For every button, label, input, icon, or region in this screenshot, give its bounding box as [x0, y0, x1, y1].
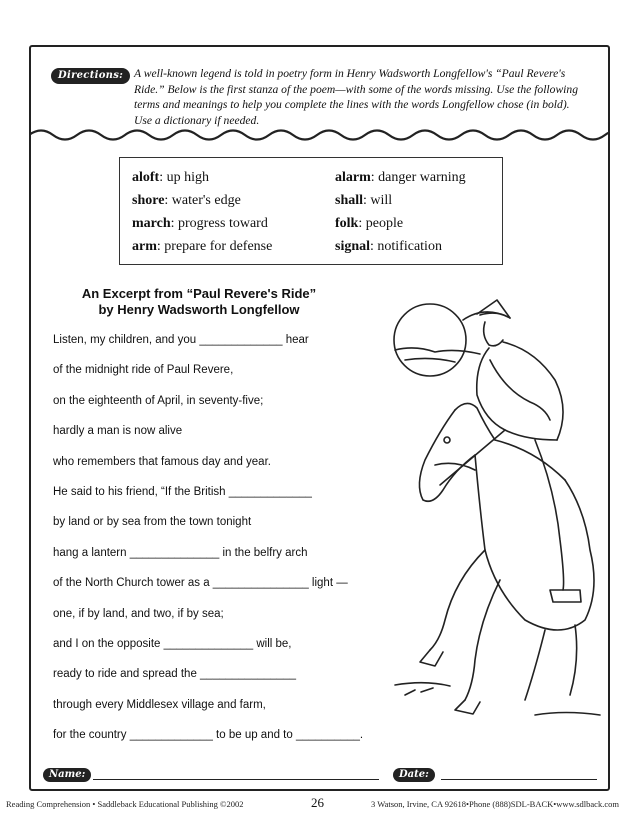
poem-line: ready to ride and spread the _______________ [53, 668, 296, 681]
poem-line: for the country _____________ to be up and to __________. [53, 729, 364, 742]
date-field[interactable] [441, 779, 597, 780]
poem-line: one, if by land, and two, if by sea; [53, 607, 224, 620]
poem-line: by land or by sea from the town tonight [53, 516, 252, 529]
poem-line: Listen, my children, and you _____________ hear [53, 334, 309, 346]
paul-revere-horse-illustration [385, 290, 610, 720]
term-alarm: alarm: danger warning [335, 170, 466, 185]
poem-line: on the eighteenth of April, in seventy-five; [53, 394, 264, 407]
poem-author: by Henry Wadsworth Longfellow [98, 302, 300, 317]
poem-title: An Excerpt from “Paul Revere's Ride” [81, 286, 317, 301]
terms-box [119, 157, 503, 265]
poem-line: hardly a man is now alive [53, 425, 183, 438]
directions-text: A well-known legend is told in poetry form in Henry Wadsworth Longfellow's “Paul Revere's Ride.” Below is the first stanza of the poem—with some of the words missing. Use the following terms and meanings to help you complete the lines with the words Longfellow chose (in bold). Use a dictionary if needed. [134, 67, 578, 127]
directions-badge: Directions: [51, 68, 130, 84]
poem-line: of the North Church tower as a _______________ light — [53, 577, 348, 590]
term-shall: shall: will [335, 193, 393, 208]
footer-publisher: Reading Comprehension • Saddleback Educational Publishing ©2002 [6, 799, 244, 809]
date-label: Date: [393, 768, 435, 782]
term-folk: folk: people [335, 216, 404, 231]
poem-line: hang a lantern ______________ in the belfry arch [53, 546, 308, 559]
poem-line: who remembers that famous day and year. [53, 455, 271, 468]
term-arm: arm: prepare for defense [132, 239, 273, 254]
name-label: Name: [43, 768, 91, 782]
wave-divider [29, 126, 610, 144]
page-number: 26 [311, 795, 324, 810]
footer-contact: 3 Watson, Irvine, CA 92618•Phone (888)SDL-BACK•www.sdlback.com [371, 799, 619, 809]
term-aloft: aloft: up high [132, 170, 209, 185]
poem-line: and I on the opposite ______________ will be, [53, 638, 292, 650]
poem-line: of the midnight ride of Paul Revere, [53, 364, 234, 377]
poem-line: He said to his friend, “If the British _____________ [53, 486, 312, 498]
name-field[interactable] [93, 779, 379, 780]
term-signal: signal: notification [335, 239, 442, 254]
term-march: march: progress toward [132, 216, 268, 231]
poem-line: through every Middlesex village and farm, [53, 698, 266, 711]
term-shore: shore: water's edge [132, 193, 241, 208]
